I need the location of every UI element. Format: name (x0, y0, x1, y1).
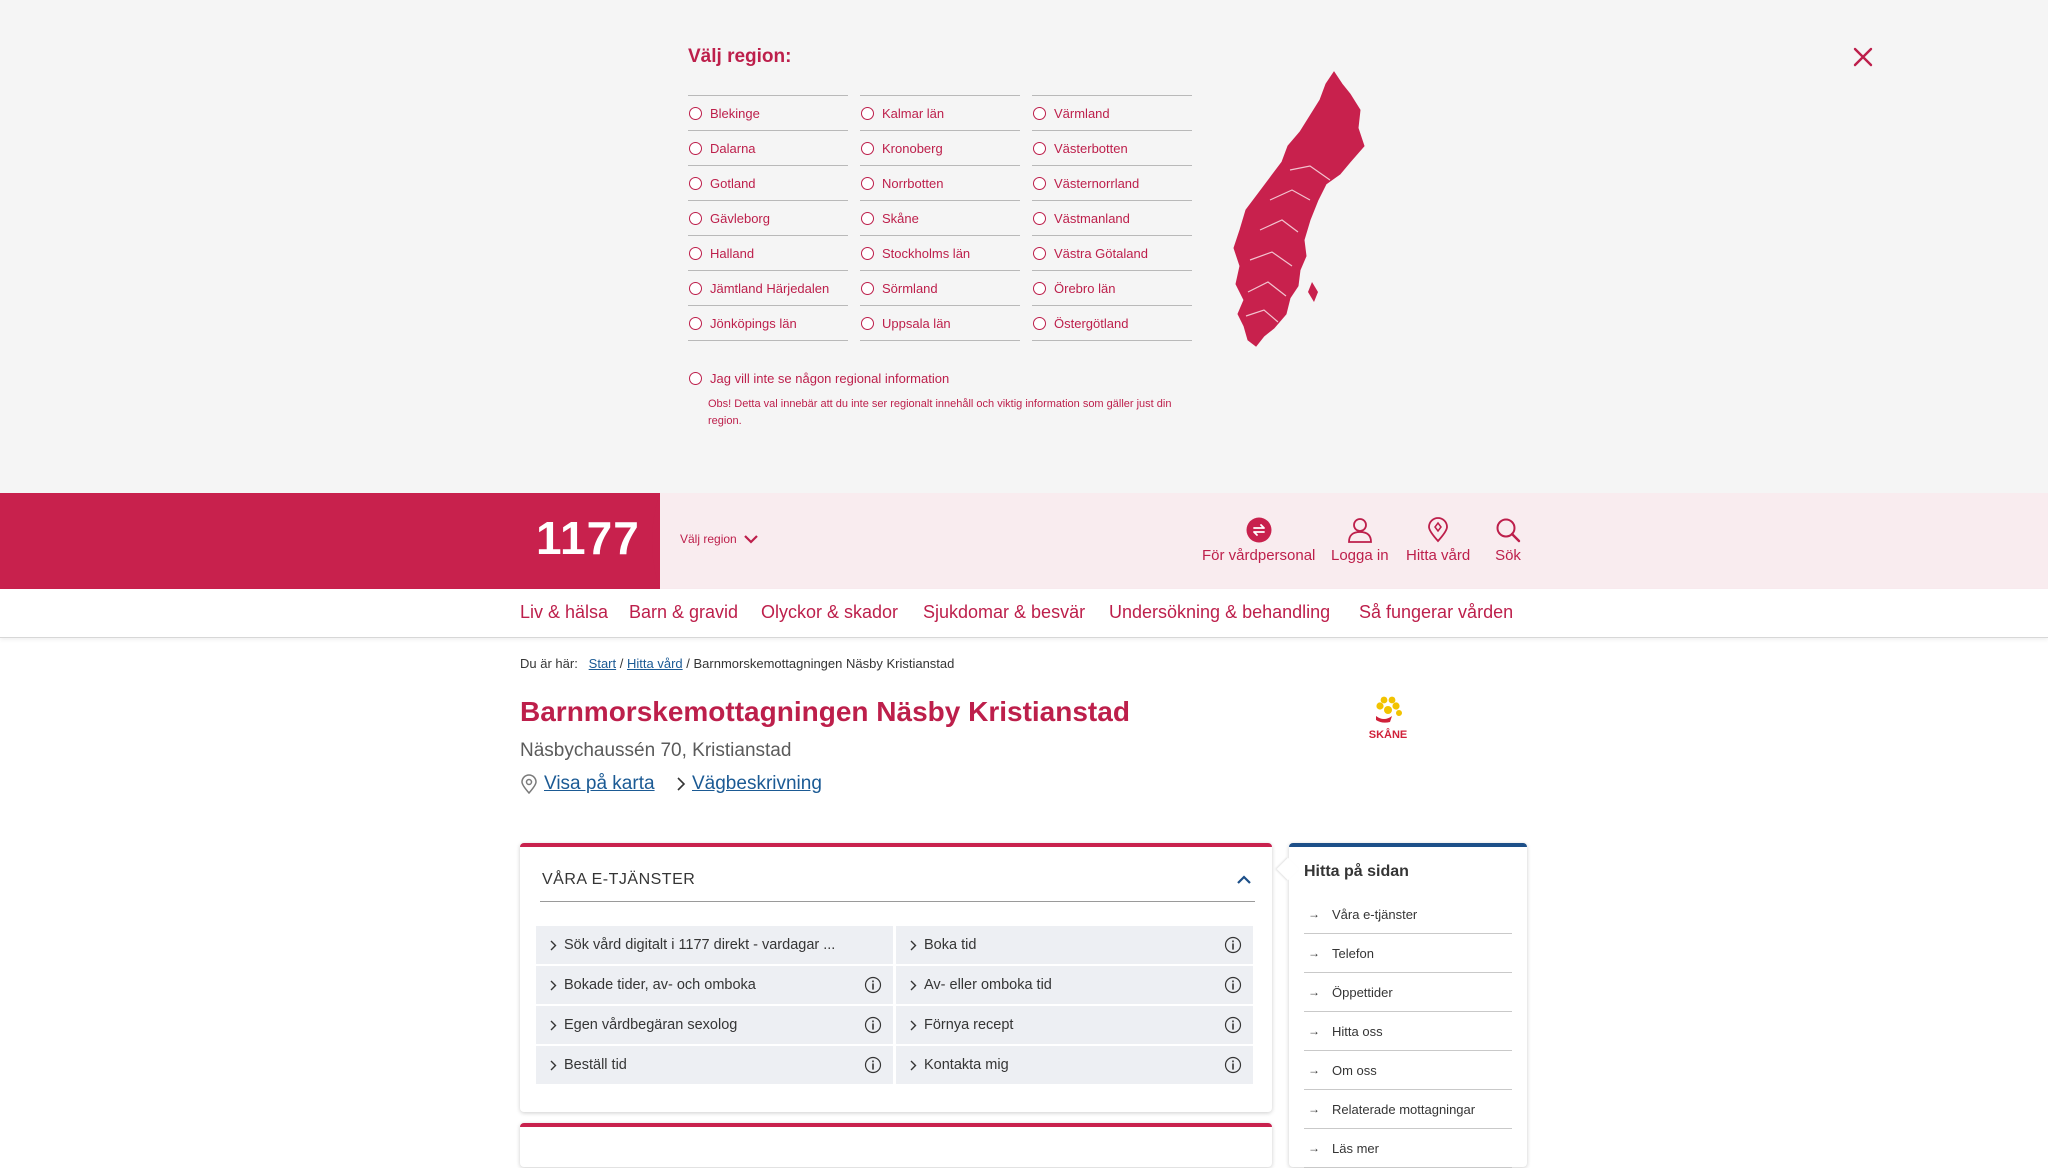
chevron-up-icon[interactable] (1235, 873, 1253, 887)
info-icon[interactable] (1224, 976, 1242, 994)
chevron-right-icon (910, 940, 917, 951)
region-option[interactable] (688, 95, 848, 130)
nav-item-liv-halsa[interactable]: Liv & hälsa (520, 602, 609, 622)
region-option-label: Jönköpings län (710, 315, 797, 331)
eservice-item[interactable] (896, 966, 1253, 1004)
arrow-right-icon: → (1308, 985, 1320, 999)
region-selector-panel (0, 0, 2048, 493)
region-option-label: Värmland (1054, 105, 1110, 121)
sidebar-pointer (1277, 858, 1300, 881)
no-region-label: Jag vill inte se någon regional information (710, 371, 950, 386)
radio-button[interactable] (689, 212, 702, 225)
radio-button[interactable] (1033, 212, 1046, 225)
sidebar-item-om-oss[interactable] (1304, 1051, 1512, 1090)
page-toc-sidebar (1289, 843, 1527, 1167)
region-option-label: Kronoberg (882, 140, 943, 156)
chevron-right-icon (550, 980, 557, 991)
eservices-header[interactable] (540, 871, 1255, 902)
region-option[interactable] (688, 270, 848, 305)
no-region-option[interactable] (688, 371, 949, 386)
eservice-item[interactable] (536, 966, 893, 1004)
nav-item-undersokning-behandling[interactable]: Undersökning & behandling (1109, 602, 1331, 622)
region-option-label: Stockholms län (882, 245, 971, 261)
eservice-item[interactable] (536, 926, 893, 964)
radio-button[interactable] (689, 282, 702, 295)
eservice-label: Av- eller omboka tid (924, 977, 1052, 993)
radio-button[interactable] (1033, 107, 1046, 120)
eservice-label: Förnya recept (924, 1017, 1014, 1033)
eservice-item[interactable] (896, 926, 1253, 964)
chevron-down-icon (743, 533, 759, 545)
nav-item-olyckor-skador[interactable]: Olyckor & skador (761, 602, 899, 622)
radio-button[interactable] (861, 247, 874, 260)
radio-button[interactable] (1033, 142, 1046, 155)
no-region-note: Obs! Detta val innebär att du inte ser regionalt innehåll och viktig information som gäller just din region. (708, 398, 1172, 427)
radio-button[interactable] (861, 317, 874, 330)
arrow-right-icon: → (1308, 907, 1320, 921)
eservice-label: Sök vård digitalt i 1177 direkt - vardagar ... (564, 937, 836, 953)
region-option[interactable] (688, 130, 848, 165)
search-label: Sök (1495, 547, 1521, 564)
radio-button[interactable] (1033, 317, 1046, 330)
region-option[interactable] (688, 200, 848, 235)
eservice-item[interactable] (536, 1046, 893, 1084)
sidebar-item-telefon[interactable] (1304, 934, 1512, 973)
region-column-1 (688, 95, 848, 341)
region-option[interactable] (860, 305, 1020, 341)
sidebar-item-vara-etjanster[interactable] (1304, 895, 1512, 934)
arrow-right-icon: → (1308, 1024, 1320, 1038)
swap-icon (1245, 517, 1273, 543)
region-option[interactable] (1032, 305, 1192, 341)
sidebar-list (1304, 895, 1512, 1168)
region-option[interactable] (1032, 165, 1192, 200)
chevron-right-icon (550, 940, 557, 951)
region-option-label: Halland (710, 245, 755, 261)
region-option[interactable] (1032, 200, 1192, 235)
find-care-label: Hitta vård (1406, 547, 1471, 564)
eservice-label: Kontakta mig (924, 1057, 1009, 1073)
logo-1177[interactable]: 1177 (536, 512, 640, 564)
arrow-right-icon: → (1308, 1102, 1320, 1116)
radio-button[interactable] (689, 177, 702, 190)
radio-button[interactable] (861, 107, 874, 120)
region-option[interactable] (860, 270, 1020, 305)
directions-link[interactable] (676, 773, 822, 795)
info-icon[interactable] (864, 1056, 882, 1074)
page-title: Barnmorskemottagningen Näsby Kristianstad (520, 696, 1130, 727)
sidebar-title: Hitta på sidan (1304, 863, 1409, 880)
show-on-map-label: Visa på karta (544, 773, 655, 794)
chevron-right-icon (910, 980, 917, 991)
radio-button[interactable] (1033, 177, 1046, 190)
region-option-label: Sörmland (882, 280, 938, 296)
arrow-right-icon: → (1308, 1141, 1320, 1155)
radio-button[interactable] (1033, 247, 1046, 260)
sidebar-item-label: Telefon (1332, 945, 1374, 961)
next-section-card (520, 1123, 1272, 1167)
nav-item-sjukdomar-besvar[interactable]: Sjukdomar & besvär (923, 602, 1086, 622)
radio-button[interactable] (1033, 282, 1046, 295)
breadcrumb-link-hitta-vard[interactable]: Hitta vård (627, 656, 683, 671)
region-skane-logo (1362, 694, 1414, 742)
eservice-label: Egen vårdbegäran sexolog (564, 1017, 738, 1033)
region-column-3 (1032, 95, 1192, 341)
login-label: Logga in (1331, 547, 1389, 564)
region-option-label: Dalarna (710, 140, 756, 156)
region-option-label: Gotland (710, 175, 756, 191)
sidebar-item-oppettider[interactable] (1304, 973, 1512, 1012)
region-option[interactable] (688, 235, 848, 270)
chevron-right-icon (910, 1060, 917, 1071)
region-option-label: Västmanland (1054, 210, 1130, 226)
eservice-label: Bokade tider, av- och omboka (564, 977, 756, 993)
user-icon (1347, 517, 1373, 543)
region-panel-title: Välj region: (688, 46, 792, 67)
eservice-item[interactable] (536, 1006, 893, 1044)
region-option-label: Norrbotten (882, 175, 944, 191)
region-option-label: Skåne (882, 210, 919, 226)
sweden-map[interactable] (1230, 70, 1370, 360)
eservice-label: Beställ tid (564, 1057, 627, 1073)
arrow-right-icon: → (1308, 1063, 1320, 1077)
region-select-button[interactable] (680, 532, 759, 546)
radio-button[interactable] (861, 212, 874, 225)
nav-item-sa-fungerar-varden[interactable]: Så fungerar vården (1359, 602, 1514, 622)
info-icon[interactable] (1224, 1056, 1242, 1074)
region-option[interactable] (860, 130, 1020, 165)
arrow-right-icon: → (1308, 946, 1320, 960)
region-option[interactable] (860, 235, 1020, 270)
chevron-right-icon (910, 1020, 917, 1031)
radio-button[interactable] (861, 177, 874, 190)
close-icon[interactable] (1850, 44, 1876, 70)
eservices-title: VÅRA E-TJÄNSTER (542, 871, 696, 888)
region-select-label: Välj region (680, 532, 737, 546)
breadcrumb (520, 656, 954, 671)
sidebar-item-label: Hitta oss (1332, 1023, 1383, 1039)
radio-button[interactable] (689, 317, 702, 330)
login-button[interactable] (1331, 517, 1389, 564)
nav-item-barn-gravid[interactable]: Barn & gravid (629, 602, 739, 622)
radio-button[interactable] (861, 142, 874, 155)
chevron-right-icon (550, 1020, 557, 1031)
region-option[interactable] (688, 305, 848, 341)
breadcrumb-separator: / (686, 656, 690, 671)
sidebar-item-relaterade-mottagningar[interactable] (1304, 1090, 1512, 1129)
region-option[interactable] (860, 165, 1020, 200)
eservices-card (520, 843, 1272, 1112)
region-option-label: Jämtland Härjedalen (710, 280, 830, 296)
sidebar-item-las-mer[interactable] (1304, 1129, 1512, 1168)
region-option[interactable] (860, 200, 1020, 235)
for-professionals-label: För vårdpersonal (1202, 547, 1316, 564)
radio-button[interactable] (689, 247, 702, 260)
chevron-right-icon (676, 776, 686, 792)
region-option[interactable] (688, 165, 848, 200)
region-column-2 (860, 95, 1020, 341)
chevron-right-icon (550, 1060, 557, 1071)
sidebar-item-label: Öppettider (1332, 984, 1393, 1000)
show-on-map-link[interactable] (520, 773, 655, 795)
radio-button[interactable] (689, 372, 702, 385)
for-professionals-button[interactable] (1202, 517, 1315, 564)
breadcrumb-current: Barnmorskemottagningen Näsby Kristianstad (693, 656, 955, 671)
search-icon (1495, 517, 1521, 543)
region-option-label: Östergötland (1054, 315, 1129, 331)
region-option-label: Blekinge (710, 105, 760, 121)
breadcrumb-link-start[interactable]: Start (588, 656, 617, 671)
radio-button[interactable] (861, 282, 874, 295)
search-button[interactable] (1495, 517, 1521, 564)
region-option-label: Kalmar län (882, 105, 945, 121)
region-option-label: Gävleborg (710, 210, 770, 226)
region-option-label: Västernorrland (1054, 175, 1140, 191)
info-icon[interactable] (1224, 1016, 1242, 1034)
region-option[interactable] (1032, 235, 1192, 270)
region-option[interactable] (1032, 95, 1192, 130)
breadcrumb-prefix: Du är här: (520, 656, 578, 671)
region-option[interactable] (860, 95, 1020, 130)
radio-button[interactable] (689, 142, 702, 155)
sidebar-item-label: Läs mer (1332, 1140, 1379, 1156)
region-option-label: Uppsala län (882, 315, 951, 331)
main-navigation (0, 589, 2048, 638)
info-icon[interactable] (1224, 936, 1242, 954)
eservice-item[interactable] (896, 1006, 1253, 1044)
radio-button[interactable] (689, 107, 702, 120)
region-option-label: Västra Götaland (1054, 245, 1148, 261)
sidebar-item-label: Våra e-tjänster (1332, 906, 1418, 922)
region-option-label: Örebro län (1054, 280, 1116, 296)
sidebar-item-label: Om oss (1332, 1062, 1377, 1078)
region-option-label: Västerbotten (1054, 140, 1128, 156)
region-option[interactable] (1032, 270, 1192, 305)
sidebar-item-hitta-oss[interactable] (1304, 1012, 1512, 1051)
site-header (0, 493, 2048, 589)
directions-label: Vägbeskrivning (692, 773, 822, 794)
eservice-item[interactable] (896, 1046, 1253, 1084)
breadcrumb-separator: / (619, 656, 624, 671)
eservice-label: Boka tid (924, 937, 977, 953)
skane-logo-text: SKÅNE (1368, 729, 1408, 741)
clinic-address: Näsbychaussén 70, Kristianstad (520, 740, 792, 761)
info-icon[interactable] (864, 976, 882, 994)
info-icon[interactable] (864, 1016, 882, 1034)
sidebar-item-label: Relaterade mottagningar (1332, 1101, 1476, 1117)
find-care-button[interactable] (1406, 517, 1470, 564)
region-option[interactable] (1032, 130, 1192, 165)
location-pin-icon (1426, 517, 1450, 543)
location-pin-icon (520, 774, 538, 794)
